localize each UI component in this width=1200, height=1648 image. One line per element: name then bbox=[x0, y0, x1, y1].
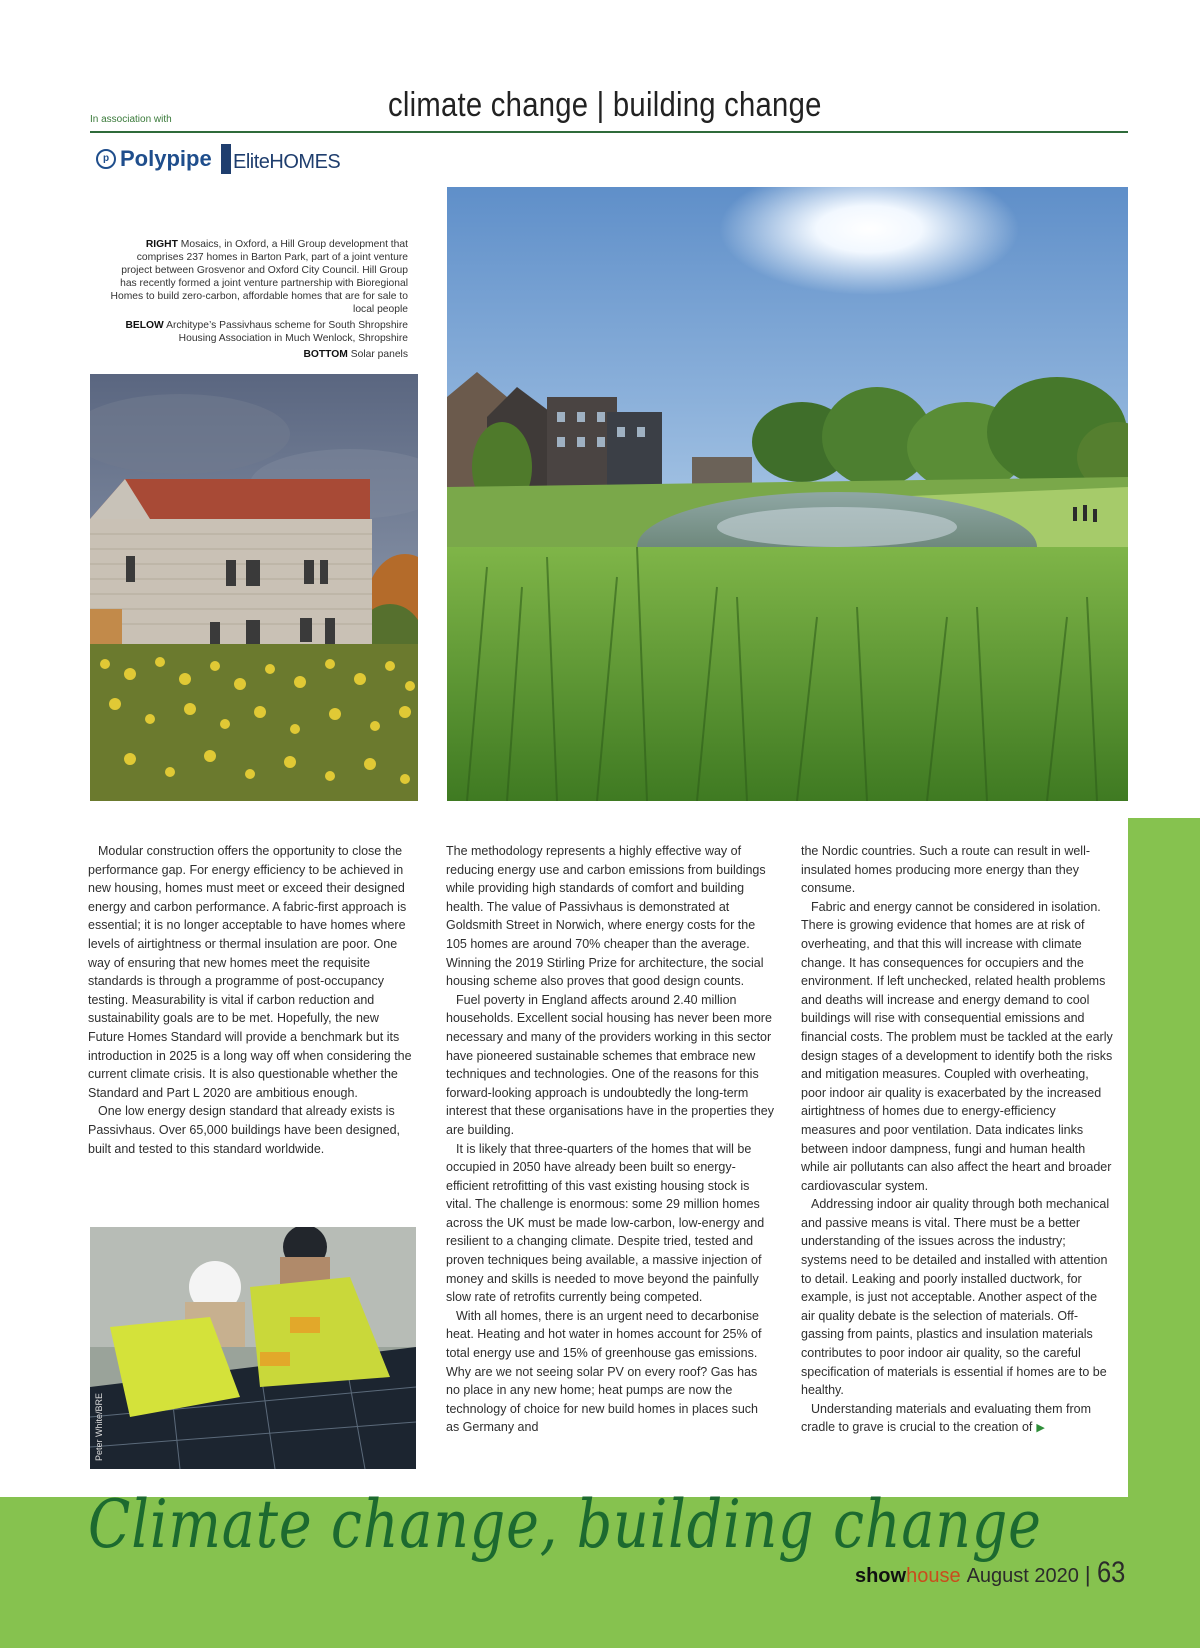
green-side-bar bbox=[1128, 818, 1200, 1497]
paragraph: One low energy design standard that already exists is Passivhaus. Over 65,000 buildings have been designed, built and tested to this standard worldwide. bbox=[88, 1104, 401, 1156]
paragraph-text: Understanding materials and evaluating them from cradle to grave is crucial to the creation of bbox=[801, 1401, 1092, 1435]
caption-bottom bbox=[110, 348, 408, 361]
magazine-name-house: house bbox=[906, 1565, 961, 1587]
paragraph bbox=[801, 1400, 1113, 1438]
elite-homes-logo-text: EliteHOMES bbox=[233, 151, 341, 173]
issue-date: August 2020 bbox=[966, 1565, 1079, 1587]
article-column-2 bbox=[446, 842, 774, 1437]
photo-solar-panels bbox=[90, 1227, 416, 1469]
folio-separator: | bbox=[1084, 1562, 1091, 1587]
page-folio bbox=[855, 1556, 1130, 1590]
elite-homes-logo bbox=[221, 144, 340, 174]
photo-captions bbox=[110, 238, 408, 364]
photo-mosaics-pond bbox=[447, 187, 1128, 801]
paragraph: The methodology represents a highly effective way of reducing energy use and carbon emissions from buildings while providing high standards of comfort and building health. The value of Passivhaus is demonstrated at Goldsmith Street in Norwich, where energy costs for the 105 homes are around 70% cheaper than the average. Winning the 2019 Stirling Prize for architecture, the social housing scheme also proves that good design counts. bbox=[446, 844, 766, 989]
elite-homes-logo-icon bbox=[221, 144, 231, 174]
continue-arrow-icon: ▶ bbox=[1036, 1422, 1045, 1435]
caption-label: RIGHT bbox=[145, 239, 178, 250]
caption-text: Mosaics, in Oxford, a Hill Group development that comprises 237 homes in Barton Park, part of a joint venture project between Grosvenor and Oxford City Council. Hill Group has recently formed a joint venture partnership with Bioregional Homes to build zero-carbon, affordable homes that are for sale to local people bbox=[110, 239, 408, 315]
page-header-title: climate change | building change bbox=[388, 86, 822, 124]
caption-label: BELOW bbox=[125, 320, 164, 331]
polypipe-logo bbox=[96, 146, 212, 172]
caption-label: BOTTOM bbox=[303, 349, 348, 360]
caption-text: Architype’s Passivhaus scheme for South Shropshire Housing Association in Much Wenlock, Shropshire bbox=[166, 320, 408, 344]
caption-right bbox=[110, 238, 408, 316]
paragraph: Addressing indoor air quality through both mechanical and passive means is vital. There must be a better understanding of the issues across the industry; systems need to be detailed and installed with attention to detail. Leaking and poorly installed ductwork, for example, is just not acceptable. Another aspect of the air quality debate is the selection of materials. Off-gassing from paints, plastics and insulation materials contributes to poor indoor air quality, so the careful specification of materials is essential if homes are to be healthy. bbox=[801, 1197, 1110, 1398]
association-label: In association with bbox=[90, 114, 172, 125]
photo-passivhaus-house bbox=[90, 374, 418, 801]
polypipe-logo-text: Polypipe bbox=[120, 146, 212, 171]
header-rule bbox=[90, 131, 1128, 133]
caption-text: Solar panels bbox=[350, 349, 408, 360]
magazine-name-show: show bbox=[854, 1565, 907, 1587]
paragraph: Fuel poverty in England affects around 2.40 million households. Excellent social housing has never been more necessary and many of the providers working in this sector have pioneered sustainable schemes that embrace new techniques and technologies. One of the reasons for this forward-looking approach is undoubtedly the long-term interest that these organisations have in the properties they are building. bbox=[446, 992, 774, 1137]
paragraph: Modular construction offers the opportunity to close the performance gap. For energy efficiency to be achieved in new housing, homes must meet or exceed their designed energy and carbon performance. A fabric-first approach is essential; it is no longer acceptable to have homes where levels of airtightness or thermal insulation are poor. One way of ensuring that new homes meet the requisite standards is through a programme of post-occupancy testing. Measurability is vital if carbon reduction and sustainability goals are to be met. Hopefully, the new Future Homes Standard will provide a benchmark but its introduction in 2025 is a long way off when considering the current climate crisis. It is also questionable whether the Standard and Part L 2020 are ambitious enough. bbox=[88, 844, 412, 1100]
section-script-title: Climate change, building change bbox=[88, 1486, 1042, 1563]
paragraph: Fabric and energy cannot be considered in isolation. There is growing evidence that homes are at risk of overheating, and that this will increase with climate change. It has consequences for occupiers and the environment. If left unchecked, related health problems and deaths will increase and energy demand to cool buildings will rise with consequential emissions and financial costs. The problem must be tackled at the early design stages of a development to identify both the risks and mitigation measures. Coupled with overheating, poor indoor air quality is exacerbated by the increased airtightness of homes due to energy-efficiency measures and poor ventilation. Data indicates links between indoor dampness, fungi and human health while air pollutants can also affect the heart and broader cardiovascular system. bbox=[801, 899, 1113, 1193]
paragraph: the Nordic countries. Such a route can result in well-insulated homes producing more energy than they consume. bbox=[801, 844, 1091, 896]
article-column-1 bbox=[88, 842, 416, 1158]
page-number: 63 bbox=[1096, 1556, 1125, 1589]
article-column-3 bbox=[801, 842, 1113, 1438]
photo-credit: Peter White/BRE bbox=[94, 1392, 104, 1461]
caption-below bbox=[110, 319, 408, 345]
polypipe-logo-icon: p bbox=[96, 149, 116, 169]
paragraph: It is likely that three-quarters of the homes that will be occupied in 2050 have already been built so energy-efficient retrofitting of this vast existing housing stock is vital. The challenge is enormous: some 29 million homes across the UK must be made low-carbon, low-energy and resilient to a changing climate. Despite tried, tested and proven techniques being available, a massive injection of money and skills is needed to move beyond the painfully slow rate of retrofits currently being competed. bbox=[446, 1141, 765, 1305]
paragraph: With all homes, there is an urgent need to decarbonise heat. Heating and hot water in homes account for 25% of total energy use and 15% of greenhouse gas emissions. Why are we not seeing solar PV on every roof? Gas has no place in any new home; heat pumps are now the technology of choice for new build homes in places such as Germany and bbox=[446, 1308, 762, 1435]
